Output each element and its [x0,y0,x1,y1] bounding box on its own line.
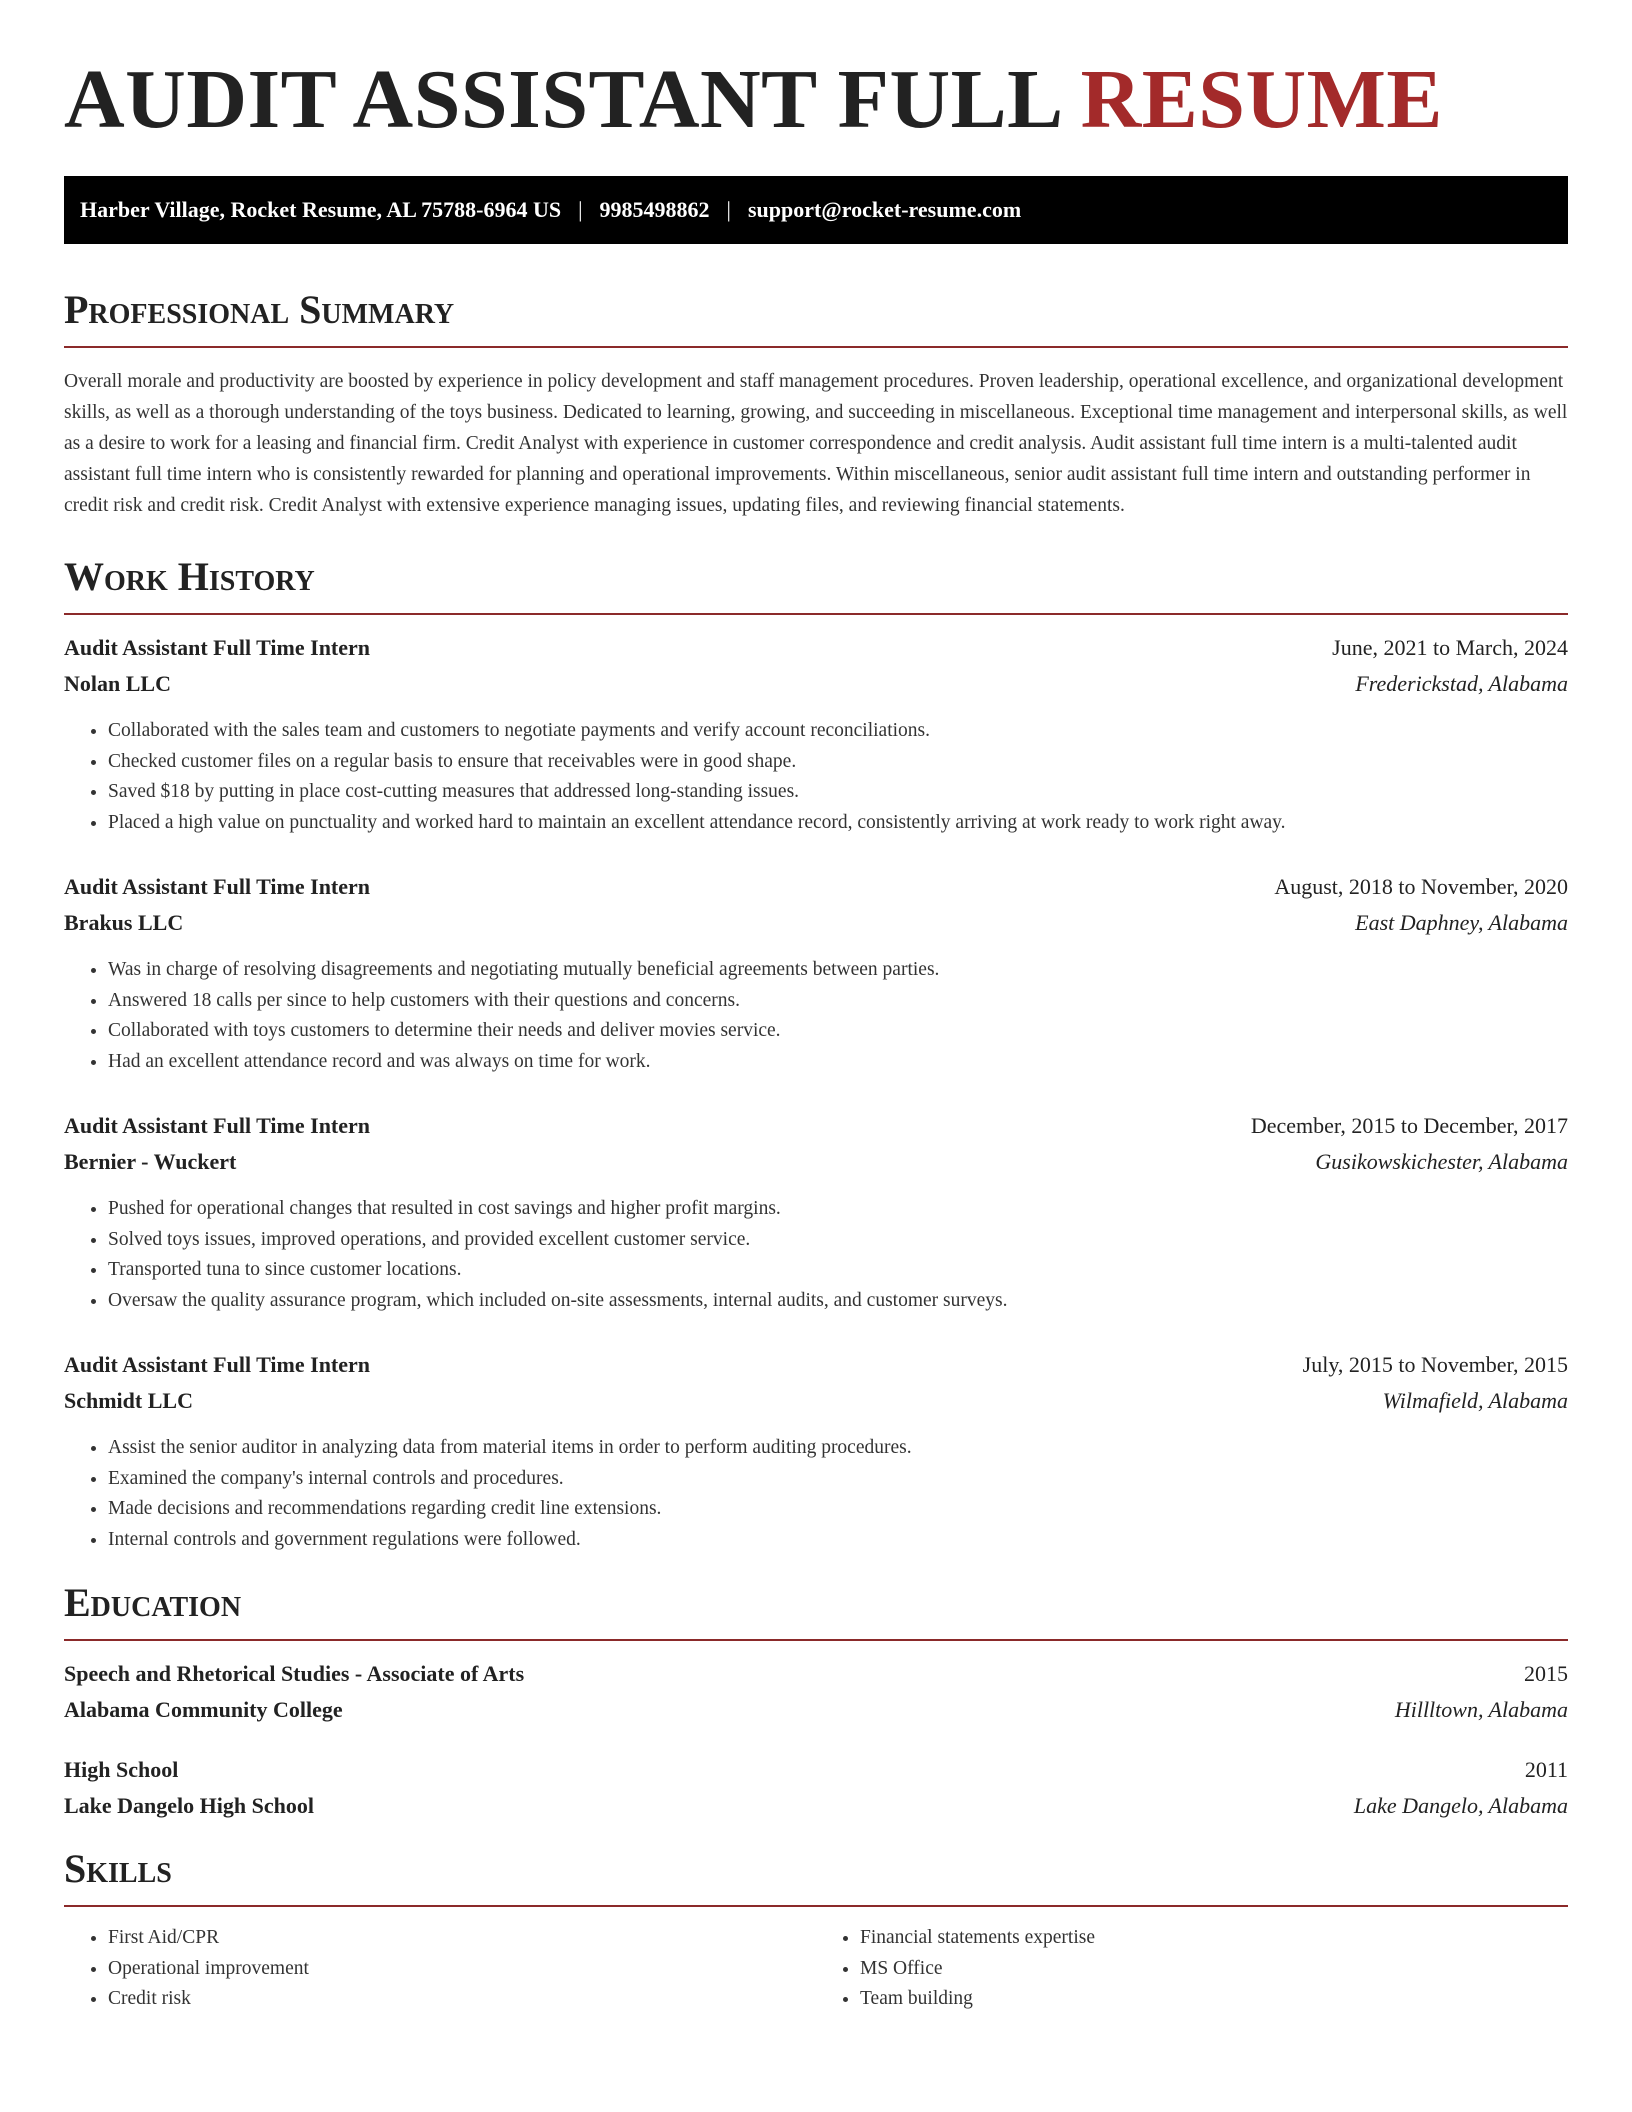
job-bullet: • Transported tuna to since customer locations. [108,1255,1568,1286]
contact-email[interactable]: support@rocket-resume.com [747,197,1022,222]
job-entry [64,874,1568,1077]
job-dates: December, 2015 to December, 2017 [1250,1113,1568,1138]
job-company: Bernier - Wuckert [64,1149,237,1174]
job-company: Nolan LLC [64,671,171,696]
edu-school: Alabama Community College [64,1697,343,1722]
job-bullet: • Solved toys issues, improved operations, and provided excellent customer service. [108,1225,1568,1256]
job-bullets [64,955,1568,1077]
job-bullet: • Made decisions and recommendations regarding credit line extensions. [108,1494,1568,1525]
contact-separator: | [578,197,583,222]
job-company: Schmidt LLC [64,1388,193,1413]
job-bullet: • Saved $18 by putting in place cost-cutting measures that addressed long-standing issues. [108,777,1568,808]
job-bullets [64,1433,1568,1555]
contact-separator: | [726,197,731,222]
job-bullet: • Had an excellent attendance record and was always on time for work. [108,1047,1568,1078]
job-entry [64,1113,1568,1316]
job-bullet: • Oversaw the quality assurance program, which included on-site assessments, internal audits, and customer surveys. [108,1286,1568,1317]
job-location: East Daphney, Alabama [1355,910,1568,935]
skills-column-right [816,1923,1568,2015]
job-bullet: • Checked customer files on a regular basis to ensure that receivables were in good shape. [108,747,1568,778]
job-role: Audit Assistant Full Time Intern [64,1352,371,1377]
skill-item: • First Aid/CPR [108,1923,816,1954]
job-bullets [64,1194,1568,1316]
job-entry [64,635,1568,838]
edu-degree: Speech and Rhetorical Studies - Associate of Arts [64,1661,525,1686]
job-location: Wilmafield, Alabama [1382,1388,1568,1413]
title-accent: RESUME [1080,53,1443,146]
section-title-skills: Skills [64,1849,1568,1907]
contact-phone: 9985498862 [599,197,710,222]
section-title-summary: Professional Summary [64,290,1568,348]
summary-text: Overall morale and productivity are boosted by experience in policy development and staff management procedures. Proven leadership, operational excellence, and organizational development skills, as well as a thorough understanding of the toys business. Dedicated to learning, growing, and succeeding in miscellaneous. Exceptional time management and interpersonal skills, as well as a desire to work for a leasing and financial firm. Credit Analyst with experience in customer correspondence and credit analysis. Audit assistant full time intern is a multi-talented audit assistant full time intern who is consistently rewarded for planning and operational improvements. Within miscellaneous, senior audit assistant full time intern and outstanding performer in credit risk and credit risk. Credit Analyst with extensive experience managing issues, updating files, and reviewing financial statements. [64,371,1568,516]
job-bullet: • Pushed for operational changes that resulted in cost savings and higher profit margins. [108,1194,1568,1225]
resume-title [64,0,1568,146]
skill-item: • MS Office [860,1954,1568,1985]
job-bullet: • Assist the senior auditor in analyzing data from material items in order to perform auditing procedures. [108,1433,1568,1464]
skill-item: • Financial statements expertise [860,1923,1568,1954]
education-section [64,1580,1568,1819]
title-main: AUDIT ASSISTANT FULL [64,53,1060,146]
job-role: Audit Assistant Full Time Intern [64,635,371,660]
job-location: Frederickstad, Alabama [1355,671,1568,696]
section-title-education: Education [64,1583,1568,1641]
skill-item: • Credit risk [108,1984,816,2015]
skills-grid [64,1923,1568,2015]
education-entry [64,1757,1568,1819]
edu-degree: High School [64,1757,179,1782]
edu-location: Lake Dangelo, Alabama [1353,1793,1568,1818]
skill-item: • Operational improvement [108,1954,816,1985]
work-history-section [64,554,1568,1555]
edu-location: Hillltown, Alabama [1394,1697,1568,1722]
skills-section [64,1846,1568,2015]
section-title-work: Work History [64,557,1568,615]
professional-summary-section [64,287,1568,521]
edu-year: 2015 [1524,1661,1568,1686]
skills-column-left [64,1923,816,2015]
job-bullet: • Examined the company's internal controls and procedures. [108,1464,1568,1495]
job-role: Audit Assistant Full Time Intern [64,1113,371,1138]
contact-address: Harber Village, Rocket Resume, AL 75788-6964 US [80,197,562,222]
edu-year: 2011 [1524,1757,1568,1782]
job-bullet: • Collaborated with toys customers to determine their needs and deliver movies service. [108,1016,1568,1047]
contact-bar [64,176,1568,244]
job-bullet: • Answered 18 calls per since to help customers with their questions and concerns. [108,986,1568,1017]
job-dates: June, 2021 to March, 2024 [1332,635,1568,660]
job-entry [64,1352,1568,1555]
job-dates: August, 2018 to November, 2020 [1274,874,1568,899]
job-bullet: • Placed a high value on punctuality and worked hard to maintain an excellent attendance record, consistently arriving at work ready to work right away. [108,808,1568,839]
education-entry [64,1661,1568,1723]
job-bullet: • Was in charge of resolving disagreements and negotiating mutually beneficial agreements between parties. [108,955,1568,986]
job-company: Brakus LLC [64,910,184,935]
job-bullet: • Internal controls and government regulations were followed. [108,1525,1568,1556]
job-bullet: • Collaborated with the sales team and customers to negotiate payments and verify account reconciliations. [108,716,1568,747]
job-bullets [64,716,1568,838]
edu-school: Lake Dangelo High School [64,1793,314,1818]
job-dates: July, 2015 to November, 2015 [1302,1352,1568,1377]
skill-item: • Team building [860,1984,1568,2015]
job-role: Audit Assistant Full Time Intern [64,874,371,899]
job-location: Gusikowskichester, Alabama [1315,1149,1568,1174]
